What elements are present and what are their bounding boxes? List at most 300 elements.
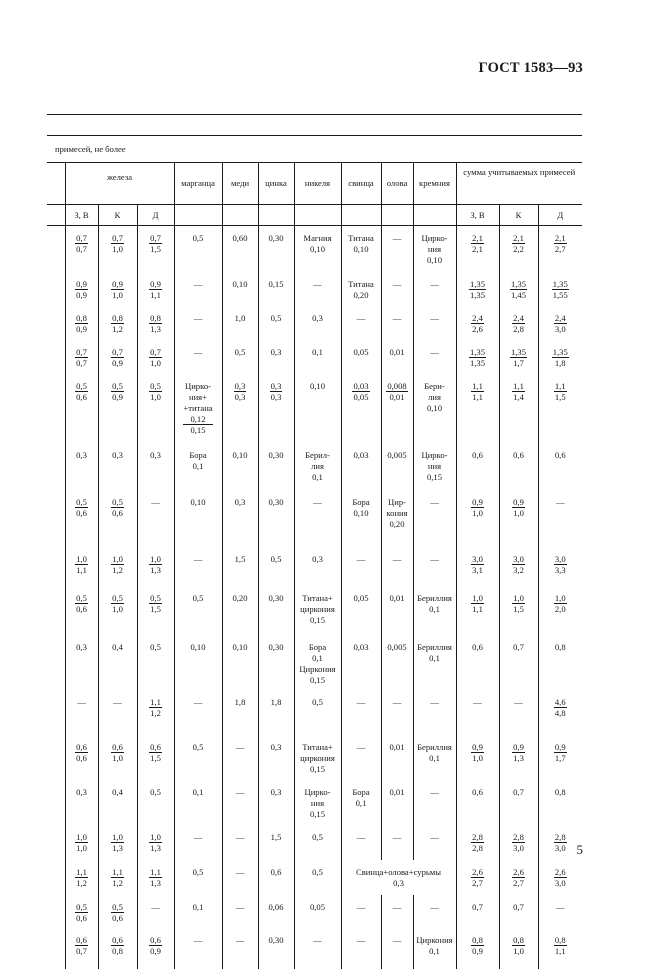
table-cell <box>538 690 582 735</box>
table-cell: 0,5 <box>258 547 294 586</box>
table-cell: Бора 0,1 Циркония 0,15 <box>294 635 341 690</box>
table-cell: 0,3 <box>98 443 137 490</box>
table-cell <box>456 825 499 860</box>
table-cell <box>137 586 174 635</box>
fraction: $\frac{0,7}{1,5}$ <box>149 233 162 254</box>
document-code: ГОСТ 1583—93 <box>479 60 584 77</box>
table-cell: Бериллия 0,1 <box>413 735 456 780</box>
table-cell: — <box>381 895 413 928</box>
table-cell: 0,5 <box>174 226 222 273</box>
table-cell: 0,3 <box>258 780 294 825</box>
table-cell: 0,06 <box>258 895 294 928</box>
table-cell: 0,7 <box>499 780 538 825</box>
table-cell: 0,30 <box>258 635 294 690</box>
table-cell: 0,10 <box>174 490 222 547</box>
table-cell <box>98 226 137 273</box>
table-cell: 0,8 <box>538 780 582 825</box>
fraction: $\frac{0,5}{1,0}$ <box>149 381 162 402</box>
fraction: $\frac{0,9}{1,3}$ <box>512 742 525 763</box>
table-cell <box>137 272 174 306</box>
fraction: $\frac{0,9}{1,1}$ <box>149 279 162 300</box>
table-cell <box>137 690 174 735</box>
manganese-header: марганца <box>174 163 222 205</box>
table-cell: 0,8 <box>538 635 582 690</box>
table-cell: 0,6 <box>456 635 499 690</box>
table-cell: 0,01 <box>381 340 413 374</box>
table-row <box>47 226 582 273</box>
table-cell: 0,30 <box>258 586 294 635</box>
table-cell: 0,7 <box>499 635 538 690</box>
table-cell: — <box>294 928 341 969</box>
table-cell: Магния 0,10 <box>294 226 341 273</box>
zinc-header: цинка <box>258 163 294 205</box>
fraction: $\frac{0,7}{0,7}$ <box>75 233 88 254</box>
table-cell <box>137 735 174 780</box>
table-cell: 0,1 <box>294 340 341 374</box>
table-cell: — <box>341 895 381 928</box>
table-cell: 0,30 <box>258 490 294 547</box>
fraction: 0,12 0,15 <box>183 414 212 435</box>
table-cell <box>65 490 98 547</box>
fraction: $\frac{0,5}{0,6}$ <box>75 497 88 518</box>
fraction: $\frac{2,8}{3,0}$ <box>512 832 525 853</box>
fraction: $\frac{2,8}{2,8}$ <box>471 832 484 853</box>
fraction: $\frac{0,8}{1,1}$ <box>554 935 567 956</box>
table-cell: 0,3 <box>258 735 294 780</box>
table-cell: 0,5 <box>294 860 341 895</box>
table-cell <box>499 547 538 586</box>
table-cell: — <box>381 928 413 969</box>
table-cell: 0,5 <box>294 825 341 860</box>
table-cell: 0,01 <box>381 735 413 780</box>
fraction: $\frac{1,0}{1,1}$ <box>471 593 484 614</box>
table-cell: — <box>381 825 413 860</box>
table-cell: — <box>294 490 341 547</box>
table-cell: 0,03 <box>341 443 381 490</box>
table-cell: — <box>341 825 381 860</box>
fraction: $\frac{1,0}{1,5}$ <box>512 593 525 614</box>
table-cell <box>499 374 538 443</box>
table-cell: 0,5 <box>174 735 222 780</box>
copper-header: меди <box>222 163 258 205</box>
table-cell: — <box>381 547 413 586</box>
table-cell: — <box>413 306 456 340</box>
table-cell: 0,3 <box>294 306 341 340</box>
nickel-header: никеля <box>294 163 341 205</box>
merged-cell: Свинца+олова+сурьмы 0,3 <box>341 860 456 895</box>
table-cell: 0,4 <box>98 635 137 690</box>
table-cell: Берил- лия 0,1 <box>294 443 341 490</box>
table-cell <box>98 490 137 547</box>
table-cell <box>98 547 137 586</box>
fraction: $\frac{1,1}{1,2}$ <box>75 867 88 888</box>
fraction: $\frac{0,3}{0,3}$ <box>234 381 247 402</box>
table-cell: — <box>174 690 222 735</box>
fraction: $\frac{1,1}{1,3}$ <box>149 867 162 888</box>
table-cell <box>538 735 582 780</box>
fraction: $\frac{0,9}{1,0}$ <box>471 497 484 518</box>
iron-header: железа <box>65 163 174 205</box>
table-cell: Бериллия 0,1 <box>413 635 456 690</box>
table-cell <box>538 226 582 273</box>
table-cell: — <box>341 735 381 780</box>
table-cell: — <box>294 272 341 306</box>
fraction: $\frac{1,35}{1,35}$ <box>469 279 486 300</box>
table-cell <box>499 735 538 780</box>
fraction: $\frac{0,008}{0,01}$ <box>386 381 407 402</box>
table-cell <box>456 490 499 547</box>
table-cell <box>456 306 499 340</box>
table-cell <box>98 586 137 635</box>
fraction: $\frac{0,5}{1,5}$ <box>149 593 162 614</box>
table-cell <box>456 547 499 586</box>
table-cell: 0,10 <box>174 635 222 690</box>
table-cell: 0,05 <box>294 895 341 928</box>
table-row <box>47 586 582 635</box>
table-cell: Бери- лия 0,10 <box>413 374 456 443</box>
table-cell: 1,5 <box>258 825 294 860</box>
sum-sub-k: К <box>499 205 538 226</box>
table-cell: Цирко- ния 0,15 <box>413 443 456 490</box>
table-row <box>47 547 582 586</box>
table-cell <box>137 306 174 340</box>
table-cell: 0,3 <box>294 547 341 586</box>
table-cell: 0,60 <box>222 226 258 273</box>
fraction: $\frac{2,6}{2,7}$ <box>512 867 525 888</box>
table-cell <box>456 586 499 635</box>
table-cell: 0,5 <box>137 635 174 690</box>
table-row <box>47 735 582 780</box>
table-cell <box>456 340 499 374</box>
table-cell: — <box>413 780 456 825</box>
table-cell: — <box>413 547 456 586</box>
fraction: $\frac{0,5}{1,0}$ <box>111 593 124 614</box>
table-cell: 0,5 <box>258 306 294 340</box>
fraction: $\frac{2,6}{3,0}$ <box>554 867 567 888</box>
table-row <box>47 825 582 860</box>
table-row <box>47 690 582 735</box>
table-cell: 0,6 <box>258 860 294 895</box>
table-cell: 0,01 <box>381 586 413 635</box>
fraction: $\frac{4,6}{4,8}$ <box>554 697 567 718</box>
table-cell: 0,05 <box>341 586 381 635</box>
fraction: $\frac{1,1}{1,1}$ <box>471 381 484 402</box>
table-cell <box>98 895 137 928</box>
sum-header: сумма учитываемых примесей <box>456 163 582 205</box>
table-cell: 0,6 <box>456 780 499 825</box>
table-cell: — <box>413 340 456 374</box>
table-cell <box>137 340 174 374</box>
table-cell: 0,005 <box>381 443 413 490</box>
table-cell: — <box>381 306 413 340</box>
table-cell: 0,6 <box>456 443 499 490</box>
table-cell <box>65 306 98 340</box>
table-cell: 1,8 <box>258 690 294 735</box>
table-cell: Бора 0,10 <box>341 490 381 547</box>
table-cell <box>137 928 174 969</box>
table-cell: Титана+ циркония 0,15 <box>294 735 341 780</box>
table-row <box>47 490 582 547</box>
fraction: $\frac{2,4}{2,6}$ <box>471 313 484 334</box>
table-row <box>47 443 582 490</box>
fraction: $\frac{1,35}{1,8}$ <box>552 347 569 368</box>
tin-header: олова <box>381 163 413 205</box>
table-row <box>47 340 582 374</box>
fraction: $\frac{3,0}{3,3}$ <box>554 554 567 575</box>
sum-sub-zv: З, В <box>456 205 499 226</box>
table-cell: Цир- кония 0,20 <box>381 490 413 547</box>
table-cell: 0,1 <box>174 895 222 928</box>
fraction: $\frac{1,1}{1,5}$ <box>554 381 567 402</box>
table-cell <box>65 340 98 374</box>
table-cell: 1,0 <box>222 306 258 340</box>
table-cell <box>456 374 499 443</box>
lead-header: свинца <box>341 163 381 205</box>
fraction: $\frac{0,6}{0,6}$ <box>75 742 88 763</box>
table-cell: — <box>222 825 258 860</box>
table-cell <box>538 340 582 374</box>
table-cell: 0,10 <box>294 374 341 443</box>
table-cell: — <box>137 490 174 547</box>
table-cell: — <box>341 928 381 969</box>
table-row <box>47 374 582 443</box>
sum-sub-d: Д <box>538 205 582 226</box>
fraction: $\frac{0,7}{0,7}$ <box>75 347 88 368</box>
fraction: $\frac{1,35}{1,35}$ <box>469 347 486 368</box>
table-cell <box>65 374 98 443</box>
table-cell <box>65 895 98 928</box>
table-cell <box>98 735 137 780</box>
table-cell <box>456 860 499 895</box>
table-row <box>47 306 582 340</box>
table-cell: — <box>222 735 258 780</box>
table-cell: Бериллия 0,1 <box>413 586 456 635</box>
table-cell: — <box>413 895 456 928</box>
fraction: $\frac{0,9}{1,0}$ <box>111 279 124 300</box>
table-cell <box>456 226 499 273</box>
table-cell: 0,5 <box>294 690 341 735</box>
table-cell: 0,3 <box>137 443 174 490</box>
table-cell: — <box>174 306 222 340</box>
fraction: $\frac{0,7}{1,0}$ <box>111 233 124 254</box>
table-row <box>47 780 582 825</box>
fraction: $\frac{1,0}{2,0}$ <box>554 593 567 614</box>
fraction: $\frac{1,0}{1,3}$ <box>149 832 162 853</box>
table-cell <box>499 226 538 273</box>
table-cell: 0,15 <box>258 272 294 306</box>
fraction: $\frac{1,35}{1,55}$ <box>552 279 569 300</box>
table-cell <box>456 272 499 306</box>
fraction: $\frac{1,35}{1,45}$ <box>510 279 527 300</box>
table-cell <box>222 374 258 443</box>
table-cell <box>65 272 98 306</box>
table-cell: 0,5 <box>222 340 258 374</box>
table-cell: Титана 0,20 <box>341 272 381 306</box>
fraction: $\frac{0,8}{1,0}$ <box>512 935 525 956</box>
table-cell: — <box>222 860 258 895</box>
iron-sub-k: К <box>98 205 137 226</box>
table-cell: — <box>456 690 499 735</box>
table-cell: 0,20 <box>222 586 258 635</box>
table-cell <box>456 928 499 969</box>
table-cell: 0,1 <box>174 780 222 825</box>
table-cell <box>538 586 582 635</box>
impurities-table <box>47 114 582 969</box>
table-cell <box>341 374 381 443</box>
table-cell: — <box>174 340 222 374</box>
fraction: $\frac{2,8}{3,0}$ <box>554 832 567 853</box>
table-cell <box>98 340 137 374</box>
table-row <box>47 635 582 690</box>
table-row <box>47 928 582 969</box>
fraction: $\frac{1,0}{1,3}$ <box>149 554 162 575</box>
table-cell: — <box>341 306 381 340</box>
table-cell: 0,7 <box>456 895 499 928</box>
table-cell: Титана 0,10 <box>341 226 381 273</box>
iron-sub-zv: З, В <box>65 205 98 226</box>
table-cell <box>499 860 538 895</box>
fraction: $\frac{0,6}{0,9}$ <box>149 935 162 956</box>
table-cell: 0,03 <box>341 635 381 690</box>
table-cell <box>98 306 137 340</box>
table-cell: — <box>413 825 456 860</box>
group-header: примесей, не более <box>47 136 582 163</box>
table-cell <box>538 306 582 340</box>
table-cell: — <box>174 825 222 860</box>
table-cell: — <box>341 690 381 735</box>
table-cell <box>137 547 174 586</box>
fraction: $\frac{2,4}{3,0}$ <box>554 313 567 334</box>
fraction: $\frac{0,6}{0,7}$ <box>75 935 88 956</box>
table-cell <box>499 340 538 374</box>
table-cell <box>538 825 582 860</box>
table-cell: — <box>174 928 222 969</box>
table-cell: Титана+ циркония 0,15 <box>294 586 341 635</box>
table-cell: — <box>222 895 258 928</box>
table-cell <box>98 272 137 306</box>
table-cell <box>98 860 137 895</box>
table-cell: 0,7 <box>499 895 538 928</box>
table-cell <box>65 825 98 860</box>
table-cell: Бора 0,1 <box>174 443 222 490</box>
fraction: $\frac{2,1}{2,7}$ <box>554 233 567 254</box>
table-cell: Циркония 0,1 <box>413 928 456 969</box>
table-cell: — <box>381 690 413 735</box>
fraction: $\frac{1,35}{1,7}$ <box>510 347 527 368</box>
table-cell: 1,8 <box>222 690 258 735</box>
fraction: $\frac{1,1}{1,2}$ <box>149 697 162 718</box>
fraction: $\frac{2,6}{2,7}$ <box>471 867 484 888</box>
fraction: $\frac{0,7}{0,9}$ <box>111 347 124 368</box>
fraction: $\frac{0,9}{1,7}$ <box>554 742 567 763</box>
table-cell <box>538 374 582 443</box>
table-cell <box>65 928 98 969</box>
table-cell <box>499 928 538 969</box>
fraction: $\frac{0,5}{0,9}$ <box>111 381 124 402</box>
table-cell: 0,3 <box>65 443 98 490</box>
table-cell <box>499 306 538 340</box>
table-cell: — <box>98 690 137 735</box>
table-cell: 1,5 <box>222 547 258 586</box>
table-cell <box>137 374 174 443</box>
fraction: $\frac{0,9}{1,0}$ <box>512 497 525 518</box>
table-cell: 0,3 <box>65 780 98 825</box>
table-cell <box>98 374 137 443</box>
fraction: $\frac{1,0}{1,0}$ <box>75 832 88 853</box>
table-cell: 0,01 <box>381 780 413 825</box>
table-cell: 0,5 <box>137 780 174 825</box>
table-cell: — <box>222 780 258 825</box>
iron-sub-d: Д <box>137 205 174 226</box>
fraction: $\frac{1,1}{1,4}$ <box>512 381 525 402</box>
table-cell: 0,4 <box>98 780 137 825</box>
table-cell: 0,3 <box>65 635 98 690</box>
table-cell <box>65 547 98 586</box>
table-cell: — <box>174 272 222 306</box>
table-cell <box>137 226 174 273</box>
fraction: $\frac{2,4}{2,8}$ <box>512 313 525 334</box>
table-cell <box>65 735 98 780</box>
table-cell <box>499 825 538 860</box>
table-cell: — <box>538 490 582 547</box>
fraction: $\frac{1,1}{1,2}$ <box>111 867 124 888</box>
fraction: $\frac{1,0}{1,3}$ <box>111 832 124 853</box>
fraction: $\frac{2,1}{2,1}$ <box>471 233 484 254</box>
fraction: $\frac{0,9}{0,9}$ <box>75 279 88 300</box>
table-cell: Цирко- ния 0,10 <box>413 226 456 273</box>
fraction: $\frac{1,0}{1,2}$ <box>111 554 124 575</box>
fraction: $\frac{0,5}{0,6}$ <box>75 593 88 614</box>
table-cell: 0,6 <box>538 443 582 490</box>
fraction: $\frac{0,5}{0,6}$ <box>111 902 124 923</box>
table-cell: — <box>137 895 174 928</box>
fraction: $\frac{0,6}{1,5}$ <box>149 742 162 763</box>
table-cell: 0,5 <box>174 860 222 895</box>
table-cell: 0,10 <box>222 443 258 490</box>
table-cell: — <box>413 690 456 735</box>
fraction: $\frac{0,8}{0,9}$ <box>75 313 88 334</box>
fraction: $\frac{0,8}{1,2}$ <box>111 313 124 334</box>
fraction: $\frac{0,8}{1,3}$ <box>149 313 162 334</box>
table-cell: — <box>381 272 413 306</box>
table-cell: — <box>174 547 222 586</box>
table-cell: 0,3 <box>258 340 294 374</box>
table-body <box>47 226 582 969</box>
table-cell: 0,30 <box>258 443 294 490</box>
table-cell: 0,30 <box>258 928 294 969</box>
table-cell: 0,3 <box>222 490 258 547</box>
table-cell: 0,10 <box>222 635 258 690</box>
table-cell <box>98 928 137 969</box>
table-cell <box>499 272 538 306</box>
table-cell: — <box>222 928 258 969</box>
table-cell <box>65 586 98 635</box>
table-cell <box>65 860 98 895</box>
table-cell: — <box>65 690 98 735</box>
fraction: $\frac{0,6}{1,0}$ <box>111 742 124 763</box>
table-cell: 0,6 <box>499 443 538 490</box>
fraction: $\frac{0,8}{0,9}$ <box>471 935 484 956</box>
fraction: $\frac{2,1}{2,2}$ <box>512 233 525 254</box>
fraction: $\frac{0,5}{0,6}$ <box>75 902 88 923</box>
table-row <box>47 860 582 895</box>
table-cell <box>65 226 98 273</box>
fraction: $\frac{0,7}{1,0}$ <box>149 347 162 368</box>
table-cell <box>137 860 174 895</box>
table-cell <box>538 272 582 306</box>
table-cell <box>499 490 538 547</box>
table-cell: — <box>341 547 381 586</box>
